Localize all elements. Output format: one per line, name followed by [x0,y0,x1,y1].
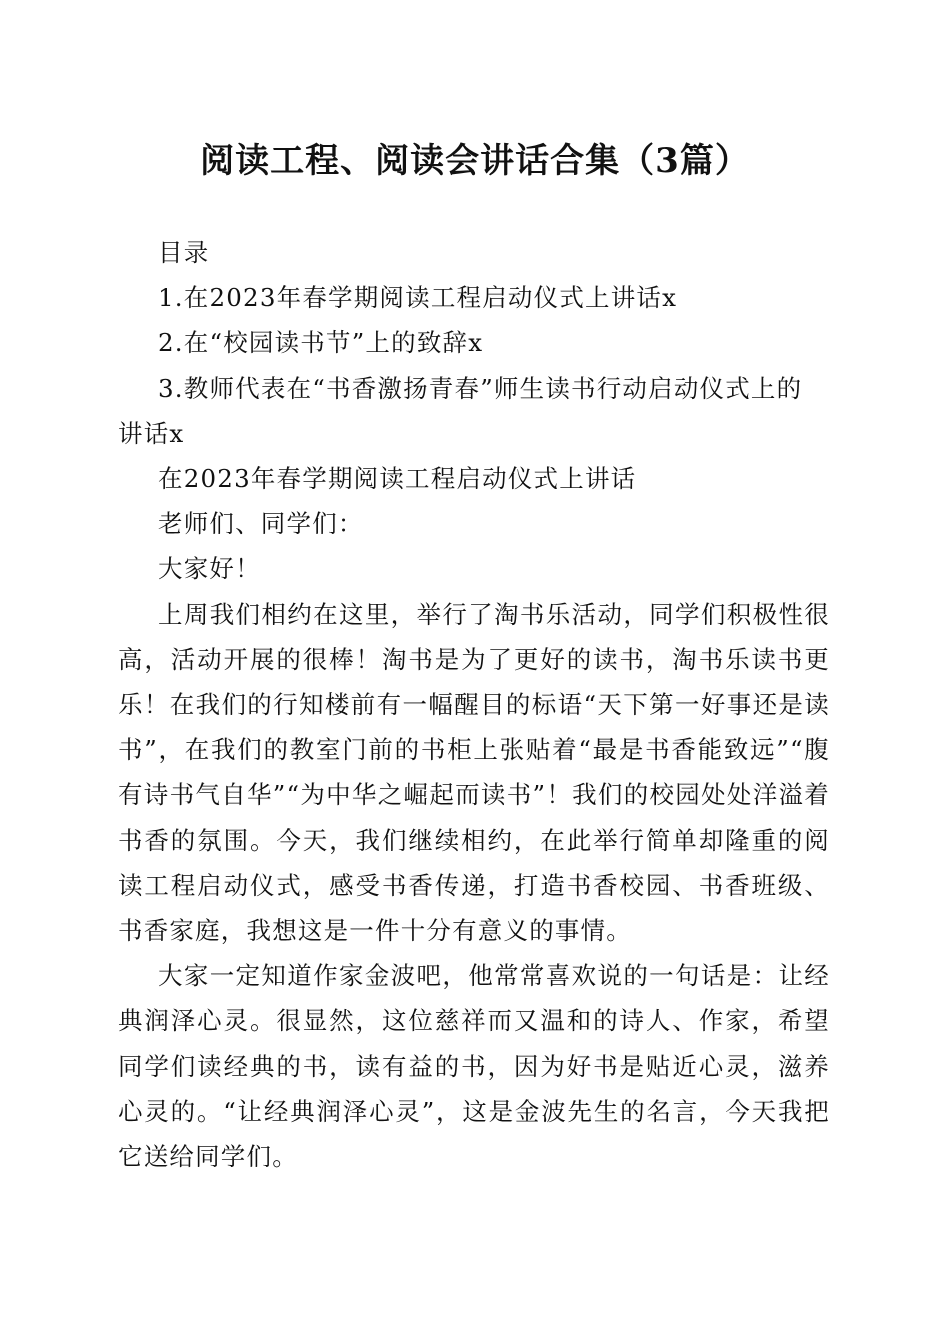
document-body [118,230,830,1179]
toc-item-3-line-1: 3.教师代表在“书香激扬青春”师生读书行动启动仪式上的 [158,373,803,403]
toc-item-1: 1.在2023年春学期阅读工程启动仪式上讲话x [158,283,678,313]
document-title: 阅读工程、阅读会讲话合集（3篇） [200,141,750,181]
toc-item-3-line-2: 讲话x [118,418,185,448]
speech-paragraph-1: 上周我们相约在这里，举行了淘书乐活动，同学们积极性很高，活动开展的很棒！淘书是为了更好的读书，淘书乐读书更乐！在我们的行知楼前有一幅醒目的标语“天下第一好事还是读书”，在我们的教室门前的书柜上张贴着“最是书香能致远”“腹有诗书气自华”“为中华之崛起而读书”！我们的校园处处洋溢着书香的氛围。今天，我们继续相约，在此举行简单却隆重的阅读工程启动仪式，感受书香传递，打造书香校园、书香班级、书香家庭，我想这是一件十分有意义的事情。 [118,599,830,946]
toc-heading: 目录 [158,238,210,267]
speech-paragraph-2: 大家一定知道作家金波吧，他常常喜欢说的一句话是：让经典润泽心灵。很显然，这位慈祥而又温和的诗人、作家，希望同学们读经典的书，读有益的书，因为好书是贴近心灵，滋养心灵的。“让经典润泽心灵”，这是金波先生的名言，今天我把它送给同学们。 [118,961,830,1172]
speech-heading: 在2023年春学期阅读工程启动仪式上讲话 [158,464,637,494]
speech-greeting: 大家好！ [158,554,261,584]
speech-salutation: 老师们、同学们： [158,509,364,539]
toc-item-2: 2.在“校园读书节”上的致辞x [158,328,484,358]
